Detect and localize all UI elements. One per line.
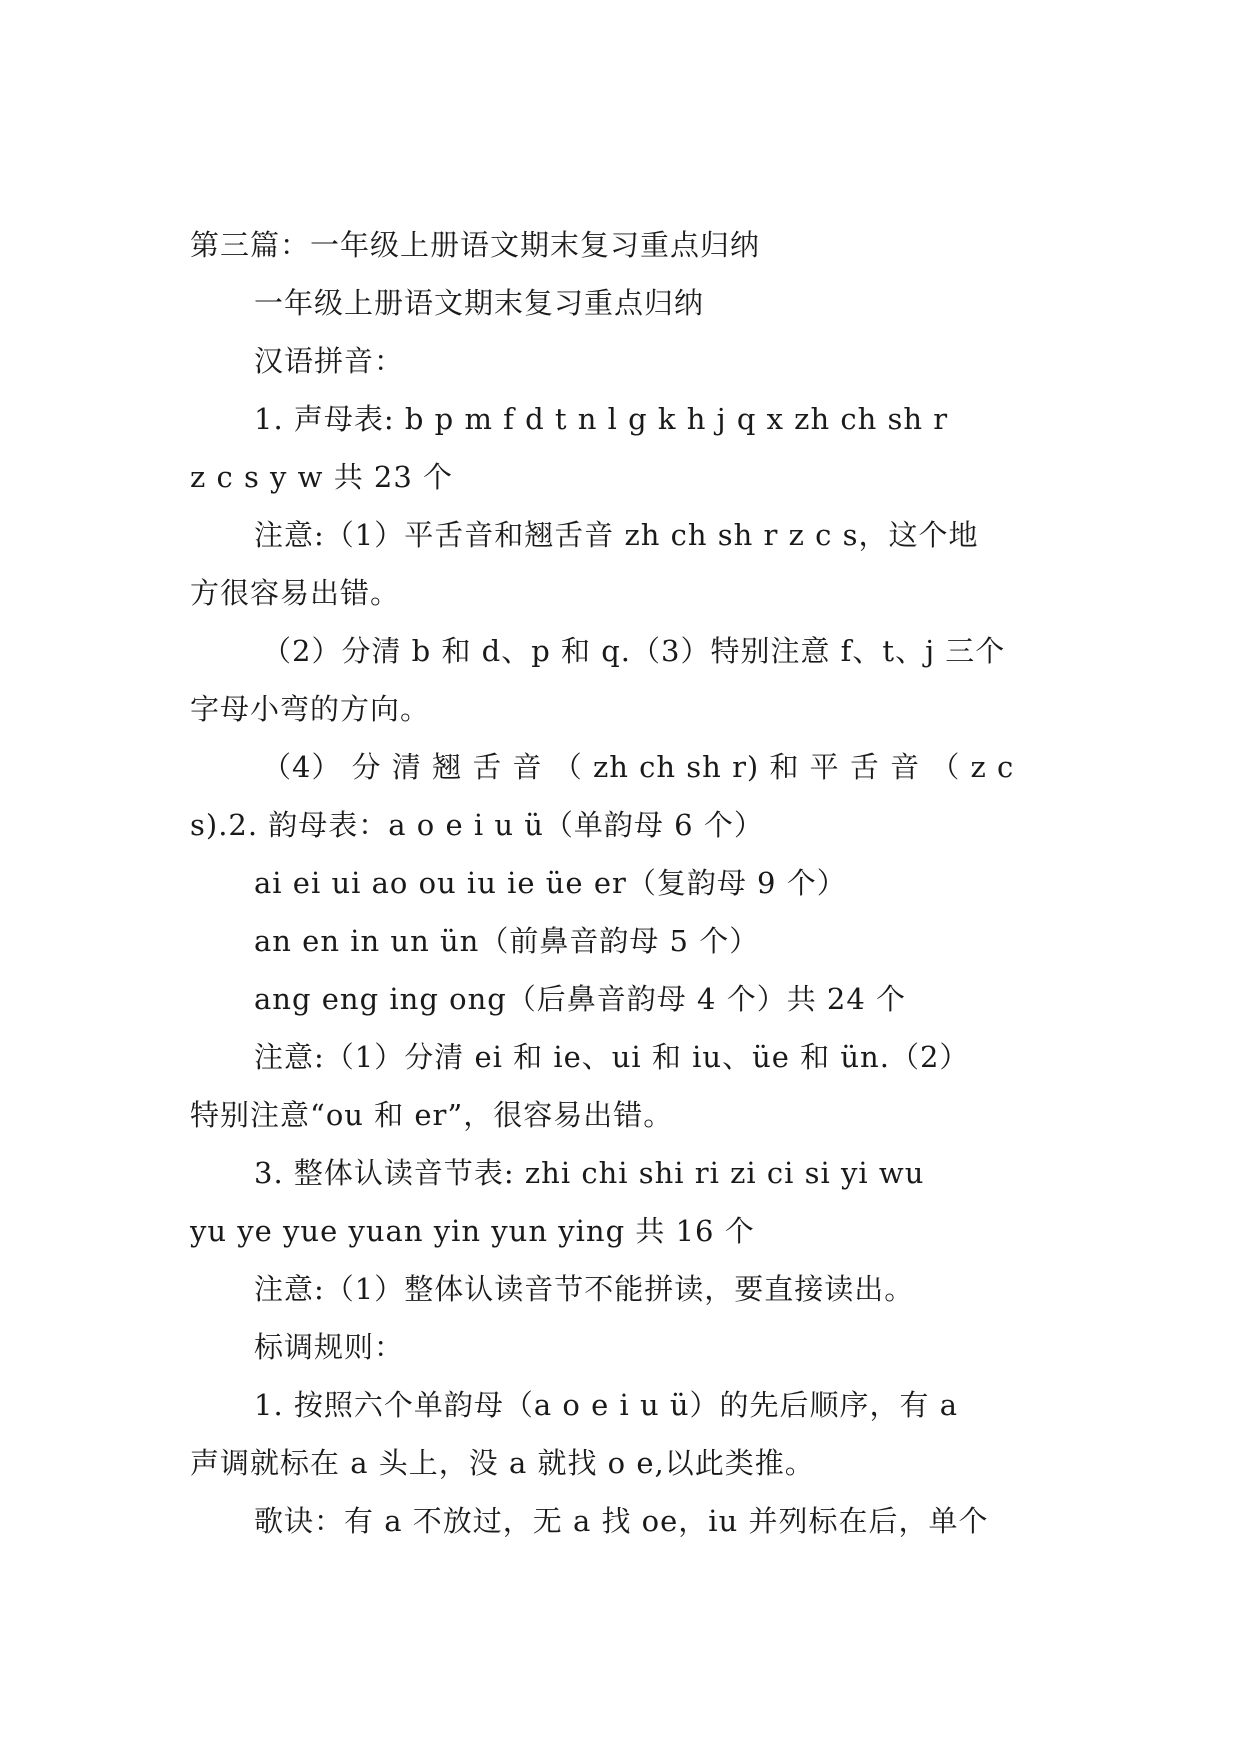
paragraph-line: （4） 分 清 翘 舌 音 （ zh ch sh r) 和 平 舌 音 （ z c [262, 750, 1015, 784]
paragraph-line: s).2. 韵母表：a o e i u ü（单韵母 6 个） [190, 808, 764, 842]
paragraph-line: an en in un ün（前鼻音韵母 5 个） [254, 924, 760, 958]
document-title: 第三篇：一年级上册语文期末复习重点归纳 [190, 228, 761, 262]
section-heading-tone-rules: 标调规则： [254, 1330, 405, 1364]
paragraph-line: z c s y w 共 23 个 [190, 460, 454, 494]
paragraph-line: ang eng ing ong（后鼻音韵母 4 个）共 24 个 [254, 982, 907, 1016]
paragraph-line: 注意:（1）分清 ei 和 ie、ui 和 iu、üe 和 ün.（2） [254, 1040, 970, 1074]
paragraph-line: 方很容易出错。 [190, 576, 401, 610]
section-heading-pinyin: 汉语拼音： [254, 344, 405, 378]
paragraph-line: 1. 声母表: b p m f d t n l g k h j q x zh ch sh r [254, 402, 949, 436]
paragraph-line: 特别注意“ou 和 er”，很容易出错。 [190, 1098, 674, 1132]
paragraph-line: 声调就标在 a 头上，没 a 就找 o e,以此类推。 [190, 1446, 815, 1480]
paragraph-line: 注意:（1）整体认读音节不能拼读，要直接读出。 [254, 1272, 915, 1306]
paragraph-line: 注意:（1）平舌音和翘舌音 zh ch sh r z c s，这个地 [254, 518, 979, 552]
paragraph-line: 3. 整体认读音节表: zhi chi shi ri zi ci si yi wu [254, 1156, 925, 1190]
paragraph-line: （2）分清 b 和 d、p 和 q.（3）特别注意 f、t、j 三个 [262, 634, 1006, 668]
paragraph-line: 1. 按照六个单韵母（a o e i u ü）的先后顺序，有 a [254, 1388, 959, 1422]
paragraph-line: ai ei ui ao ou iu ie üe er（复韵母 9 个） [254, 866, 847, 900]
document-body [190, 216, 1050, 1550]
paragraph-line: yu ye yue yuan yin yun ying 共 16 个 [190, 1214, 755, 1248]
paragraph-line: 字母小弯的方向。 [190, 692, 431, 726]
subtitle: 一年级上册语文期末复习重点归纳 [254, 286, 705, 320]
paragraph-line: 歌诀：有 a 不放过，无 a 找 oe，iu 并列标在后，单个 [254, 1504, 989, 1538]
